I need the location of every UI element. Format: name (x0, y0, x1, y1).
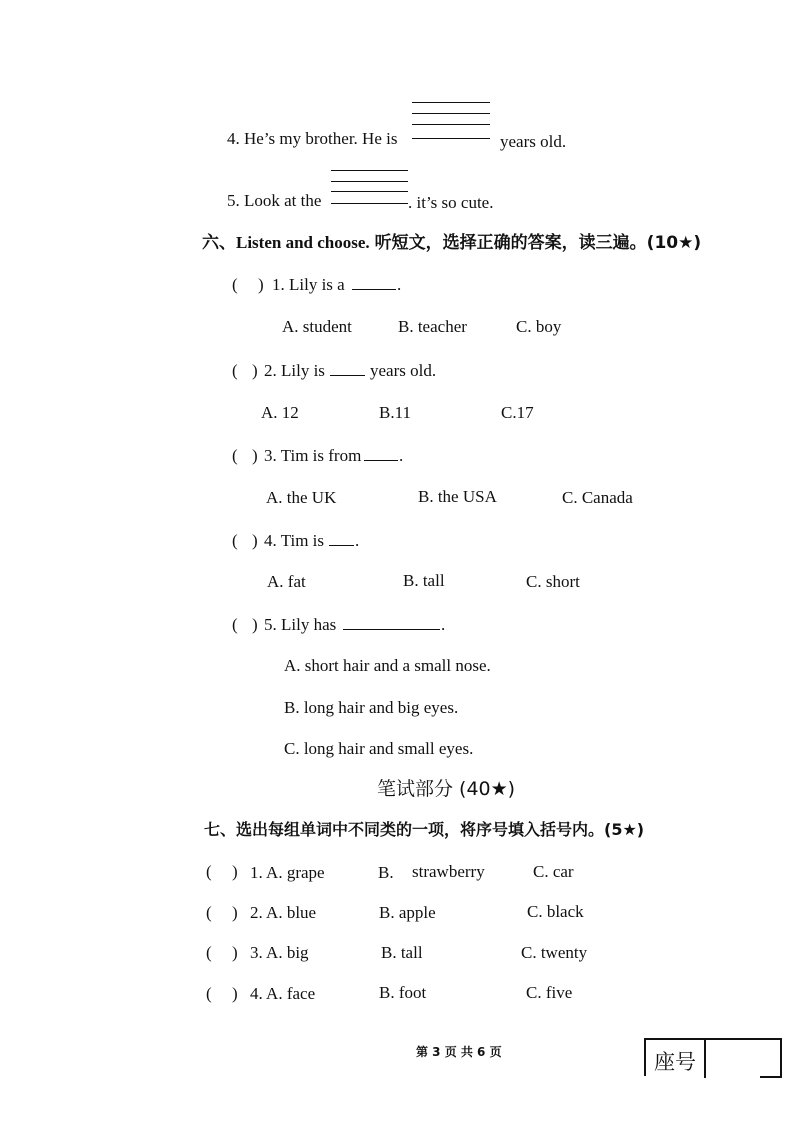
page-number: 第 3 页 共 6 页 (416, 1045, 502, 1059)
question-stem: 1. Lily is a (272, 275, 345, 294)
option-c: C. twenty (521, 943, 588, 962)
question-4-before: 4. He’s my brother. He is (227, 129, 398, 148)
section-7-title: 七、选出每组单词中不同类的一项，将序号填入括号内。(5★) (204, 820, 645, 839)
question-end: . (399, 446, 404, 465)
option-b: B. foot (379, 983, 427, 1002)
question-4-after: years old. (500, 132, 567, 151)
option-c: C. long hair and small eyes. (284, 739, 474, 758)
option-a: A. student (282, 317, 352, 336)
answer-paren-open[interactable]: ( (232, 615, 238, 634)
answer-blank[interactable] (364, 446, 398, 466)
answer-paren-close: ) (232, 943, 238, 962)
section-6-prefix: 六、 (202, 233, 236, 253)
option-c: C. short (526, 572, 580, 591)
seat-number-label: 座号 (654, 1050, 696, 1074)
option-b-word: strawberry (412, 862, 485, 881)
option-a: 3. A. big (250, 943, 309, 962)
question-5-before: 5. Look at the (227, 191, 322, 210)
question-end: years old. (370, 361, 437, 380)
question-5-after: . it’s so cute. (408, 193, 494, 212)
option-c: C.17 (501, 403, 534, 422)
answer-paren-close: ) (258, 275, 264, 294)
answer-blank[interactable] (330, 361, 365, 381)
option-b: B. tall (381, 943, 423, 962)
answer-paren-open[interactable]: ( (232, 531, 238, 550)
option-b: B.11 (379, 403, 411, 422)
option-b: B. long hair and big eyes. (284, 698, 459, 717)
option-a: A. the UK (266, 488, 337, 507)
answer-paren-open[interactable]: ( (232, 361, 238, 380)
answer-paren-open[interactable]: ( (232, 446, 238, 465)
written-part-heading: 笔试部分 (40★) (377, 778, 516, 800)
answer-paren-close: ) (252, 446, 258, 465)
option-c: C. Canada (562, 488, 633, 507)
seat-number-box-corner (760, 1076, 782, 1078)
answer-paren-open[interactable]: ( (206, 903, 212, 922)
answer-paren-open[interactable]: ( (206, 943, 212, 962)
option-b: B. teacher (398, 317, 467, 336)
question-stem: 3. Tim is from (264, 446, 362, 465)
option-c: C. car (533, 862, 574, 881)
answer-paren-close: ) (252, 615, 258, 634)
answer-blank[interactable] (329, 531, 354, 551)
section-6-title-cn: 听短文，选择正确的答案，读三遍。(10★) (374, 233, 702, 253)
option-b: B. the USA (418, 487, 497, 506)
question-end: . (397, 275, 402, 294)
answer-paren-close: ) (252, 361, 258, 380)
seat-number-divider (704, 1040, 706, 1078)
option-a: 1. A. grape (250, 863, 325, 882)
answer-blank[interactable] (352, 275, 396, 295)
option-a: A. fat (267, 572, 306, 591)
answer-paren-close: ) (252, 531, 258, 550)
option-b: B. apple (379, 903, 436, 922)
option-b: B. (378, 863, 394, 882)
answer-paren-close: ) (232, 862, 238, 881)
answer-paren-close: ) (232, 984, 238, 1003)
option-a: 2. A. blue (250, 903, 317, 922)
option-b: B. tall (403, 571, 445, 590)
option-c: C. boy (516, 317, 562, 336)
answer-blank[interactable] (343, 615, 440, 635)
seat-number-box (644, 1038, 782, 1076)
section-6-title-en: Listen and choose. (236, 233, 370, 252)
question-end: . (355, 531, 360, 550)
section-6-title (202, 233, 701, 253)
option-a: A. short hair and a small nose. (284, 656, 491, 675)
option-a: A. 12 (261, 403, 299, 422)
answer-paren-open[interactable]: ( (206, 862, 212, 881)
question-stem: 2. Lily is (264, 361, 325, 380)
question-end: . (441, 615, 446, 634)
option-c: C. black (527, 902, 584, 921)
option-c: C. five (526, 983, 573, 1002)
answer-paren-open[interactable]: ( (206, 984, 212, 1003)
answer-paren-close: ) (232, 903, 238, 922)
question-stem: 4. Tim is (264, 531, 325, 550)
option-a: 4. A. face (250, 984, 316, 1003)
question-stem: 5. Lily has (264, 615, 337, 634)
answer-paren-open[interactable]: ( (232, 275, 238, 294)
